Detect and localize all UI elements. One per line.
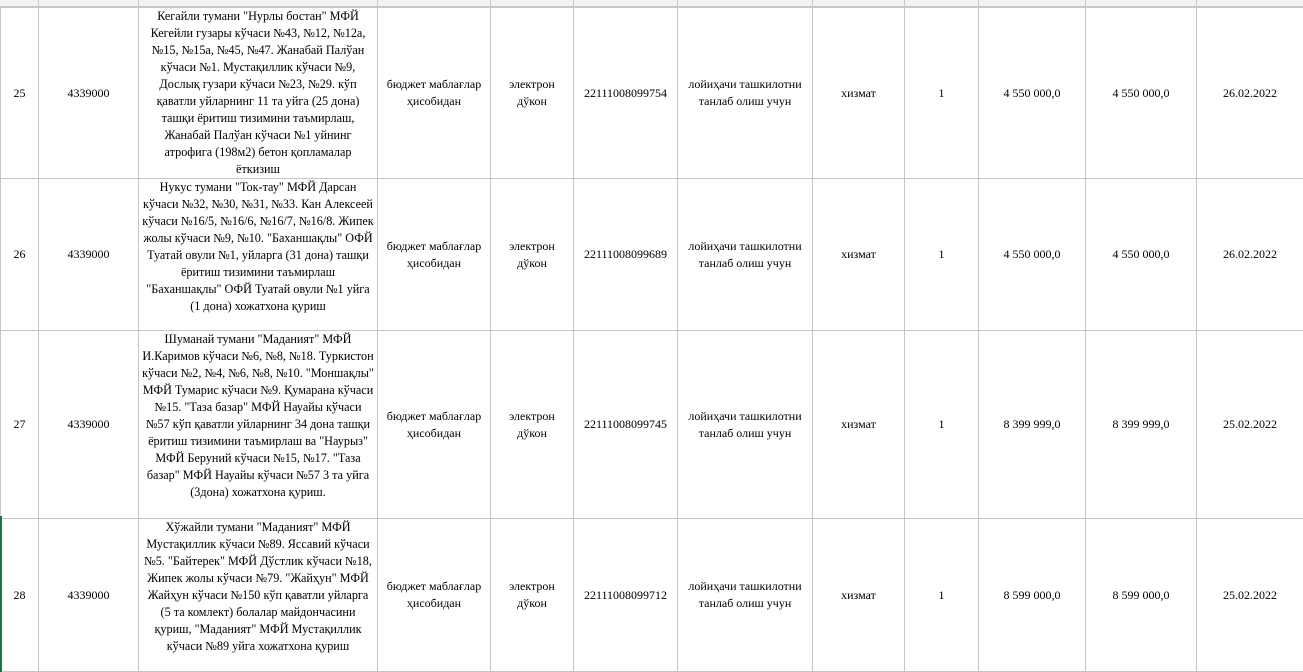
cell-price[interactable]: 4 550 000,0 (979, 8, 1086, 179)
cell-funding[interactable]: бюджет маблағлар ҳисобидан (378, 331, 491, 519)
cell-description[interactable]: Шуманай тумани "Маданият" МФЙ И.Каримов кўчаси №6, №8, №18. Туркистон кўчаси №2, №4, №6, №8, №10. "Моншақлы" МФЙ Тумарис кўчаси №9. Қумарана кўчаси №15. "Таза базар" МФЙ Науайы кўчаси №57 кўп қаватли уйларнинг 34 дона ташқи ёритиш тизимини таъмирлаш ва "Наурыз" МФЙ Беруний кўчаси №15, №17. "Таза базар" МФЙ Науайы кўчаси №57 3 та уйга (3дона) хожатхона қуриш. (139, 331, 378, 519)
cell-code[interactable]: 4339000 (39, 179, 139, 331)
cell-funding[interactable]: бюджет маблағлар ҳисобидан (378, 519, 491, 672)
cell-no[interactable]: 26 (1, 179, 39, 331)
data-table (0, 7, 1303, 672)
cell-purpose[interactable]: лойиҳачи ташкилотни танлаб олиш учун (678, 331, 813, 519)
cell-date[interactable]: 25.02.2022 (1197, 519, 1303, 672)
selection-indicator (0, 516, 2, 672)
cell-lot[interactable]: 22111008099712 (574, 519, 678, 672)
cell-type[interactable]: хизмат (813, 179, 905, 331)
cell-total[interactable]: 4 550 000,0 (1086, 179, 1197, 331)
cell-purpose[interactable]: лойиҳачи ташкилотни танлаб олиш учун (678, 8, 813, 179)
cell-type[interactable]: хизмат (813, 519, 905, 672)
cell-total[interactable]: 8 399 999,0 (1086, 331, 1197, 519)
cell-lot[interactable]: 22111008099754 (574, 8, 678, 179)
cell-total[interactable]: 8 599 000,0 (1086, 519, 1197, 672)
cell-code[interactable]: 4339000 (39, 331, 139, 519)
cell-description[interactable]: Хўжайли тумани "Маданият" МФЙ Мустақиллик кўчаси №89. Яссавий кўчаси №5. "Байтерек" МФЙ Дўстлик кўчаси №18, Жипек жолы кўчаси №79. "Жайҳун" МФЙ Жайҳун кўчаси №150 кўп қаватли уйларга (5 та комлект) болалар майдончасини қуриш, "Маданият" МФЙ Мустақиллик кўчаси №89 уйга хожатхона қуриш (139, 519, 378, 672)
cell-date[interactable]: 25.02.2022 (1197, 331, 1303, 519)
cell-lot[interactable]: 22111008099745 (574, 331, 678, 519)
cell-date[interactable]: 26.02.2022 (1197, 8, 1303, 179)
cell-method[interactable]: электрон дўкон (491, 8, 574, 179)
cell-no[interactable]: 28 (1, 519, 39, 672)
cell-qty[interactable]: 1 (905, 8, 979, 179)
table-row (1, 331, 1303, 519)
cell-price[interactable]: 8 399 999,0 (979, 331, 1086, 519)
cell-type[interactable]: хизмат (813, 8, 905, 179)
cell-qty[interactable]: 1 (905, 331, 979, 519)
cell-price[interactable]: 4 550 000,0 (979, 179, 1086, 331)
cell-date[interactable]: 26.02.2022 (1197, 179, 1303, 331)
cell-method[interactable]: электрон дўкон (491, 179, 574, 331)
cell-no[interactable]: 27 (1, 331, 39, 519)
cell-code[interactable]: 4339000 (39, 8, 139, 179)
cell-total[interactable]: 4 550 000,0 (1086, 8, 1197, 179)
cell-price[interactable]: 8 599 000,0 (979, 519, 1086, 672)
cell-funding[interactable]: бюджет маблағлар ҳисобидан (378, 8, 491, 179)
cell-purpose[interactable]: лойиҳачи ташкилотни танлаб олиш учун (678, 179, 813, 331)
cell-type[interactable]: хизмат (813, 331, 905, 519)
cell-code[interactable]: 4339000 (39, 519, 139, 672)
cell-description[interactable]: Нукус тумани "Ток-тау" МФЙ Дарсан кўчаси №32, №30, №31, №33. Кан Алексеей кўчаси №16/5, №16/6, №16/7, №16/8. Жипек жолы кўчаси №9, №10. "Баханшақлы" ОФЙ Туатай овули №1, уйларга (31 дона) ташқи ёритиш тизимини таъмирлаш "Баханшақлы" ОФЙ Туатай овули №1 уйга (1 дона) хожатхона қуриш (139, 179, 378, 331)
table-row (1, 519, 1303, 672)
table-row (1, 8, 1303, 179)
column-header-strip (0, 0, 1303, 7)
cell-method[interactable]: электрон дўкон (491, 519, 574, 672)
cell-qty[interactable]: 1 (905, 519, 979, 672)
cell-funding[interactable]: бюджет маблағлар ҳисобидан (378, 179, 491, 331)
cell-method[interactable]: электрон дўкон (491, 331, 574, 519)
cell-lot[interactable]: 22111008099689 (574, 179, 678, 331)
cell-no[interactable]: 25 (1, 8, 39, 179)
cell-description[interactable]: Кегайли тумани "Нурлы бостан" МФЙ Кегейли гузары кўчаси №43, №12, №12а, №15, №15а, №45, №47. Жанабай Палўан кўчаси №1. Мустақиллик кўчаси №9, Дослық гузари кўчаси №23, №29. кўп қаватли уйларнинг 11 та уйга (25 дона) ташқи ёритиш тизимини таъмирлаш, Жанабай Палўан кўчаси №1 уйнинг атрофига (198м2) бетон қопламалар ёткизиш (139, 8, 378, 179)
cell-purpose[interactable]: лойиҳачи ташкилотни танлаб олиш учун (678, 519, 813, 672)
table-row (1, 179, 1303, 331)
cell-qty[interactable]: 1 (905, 179, 979, 331)
